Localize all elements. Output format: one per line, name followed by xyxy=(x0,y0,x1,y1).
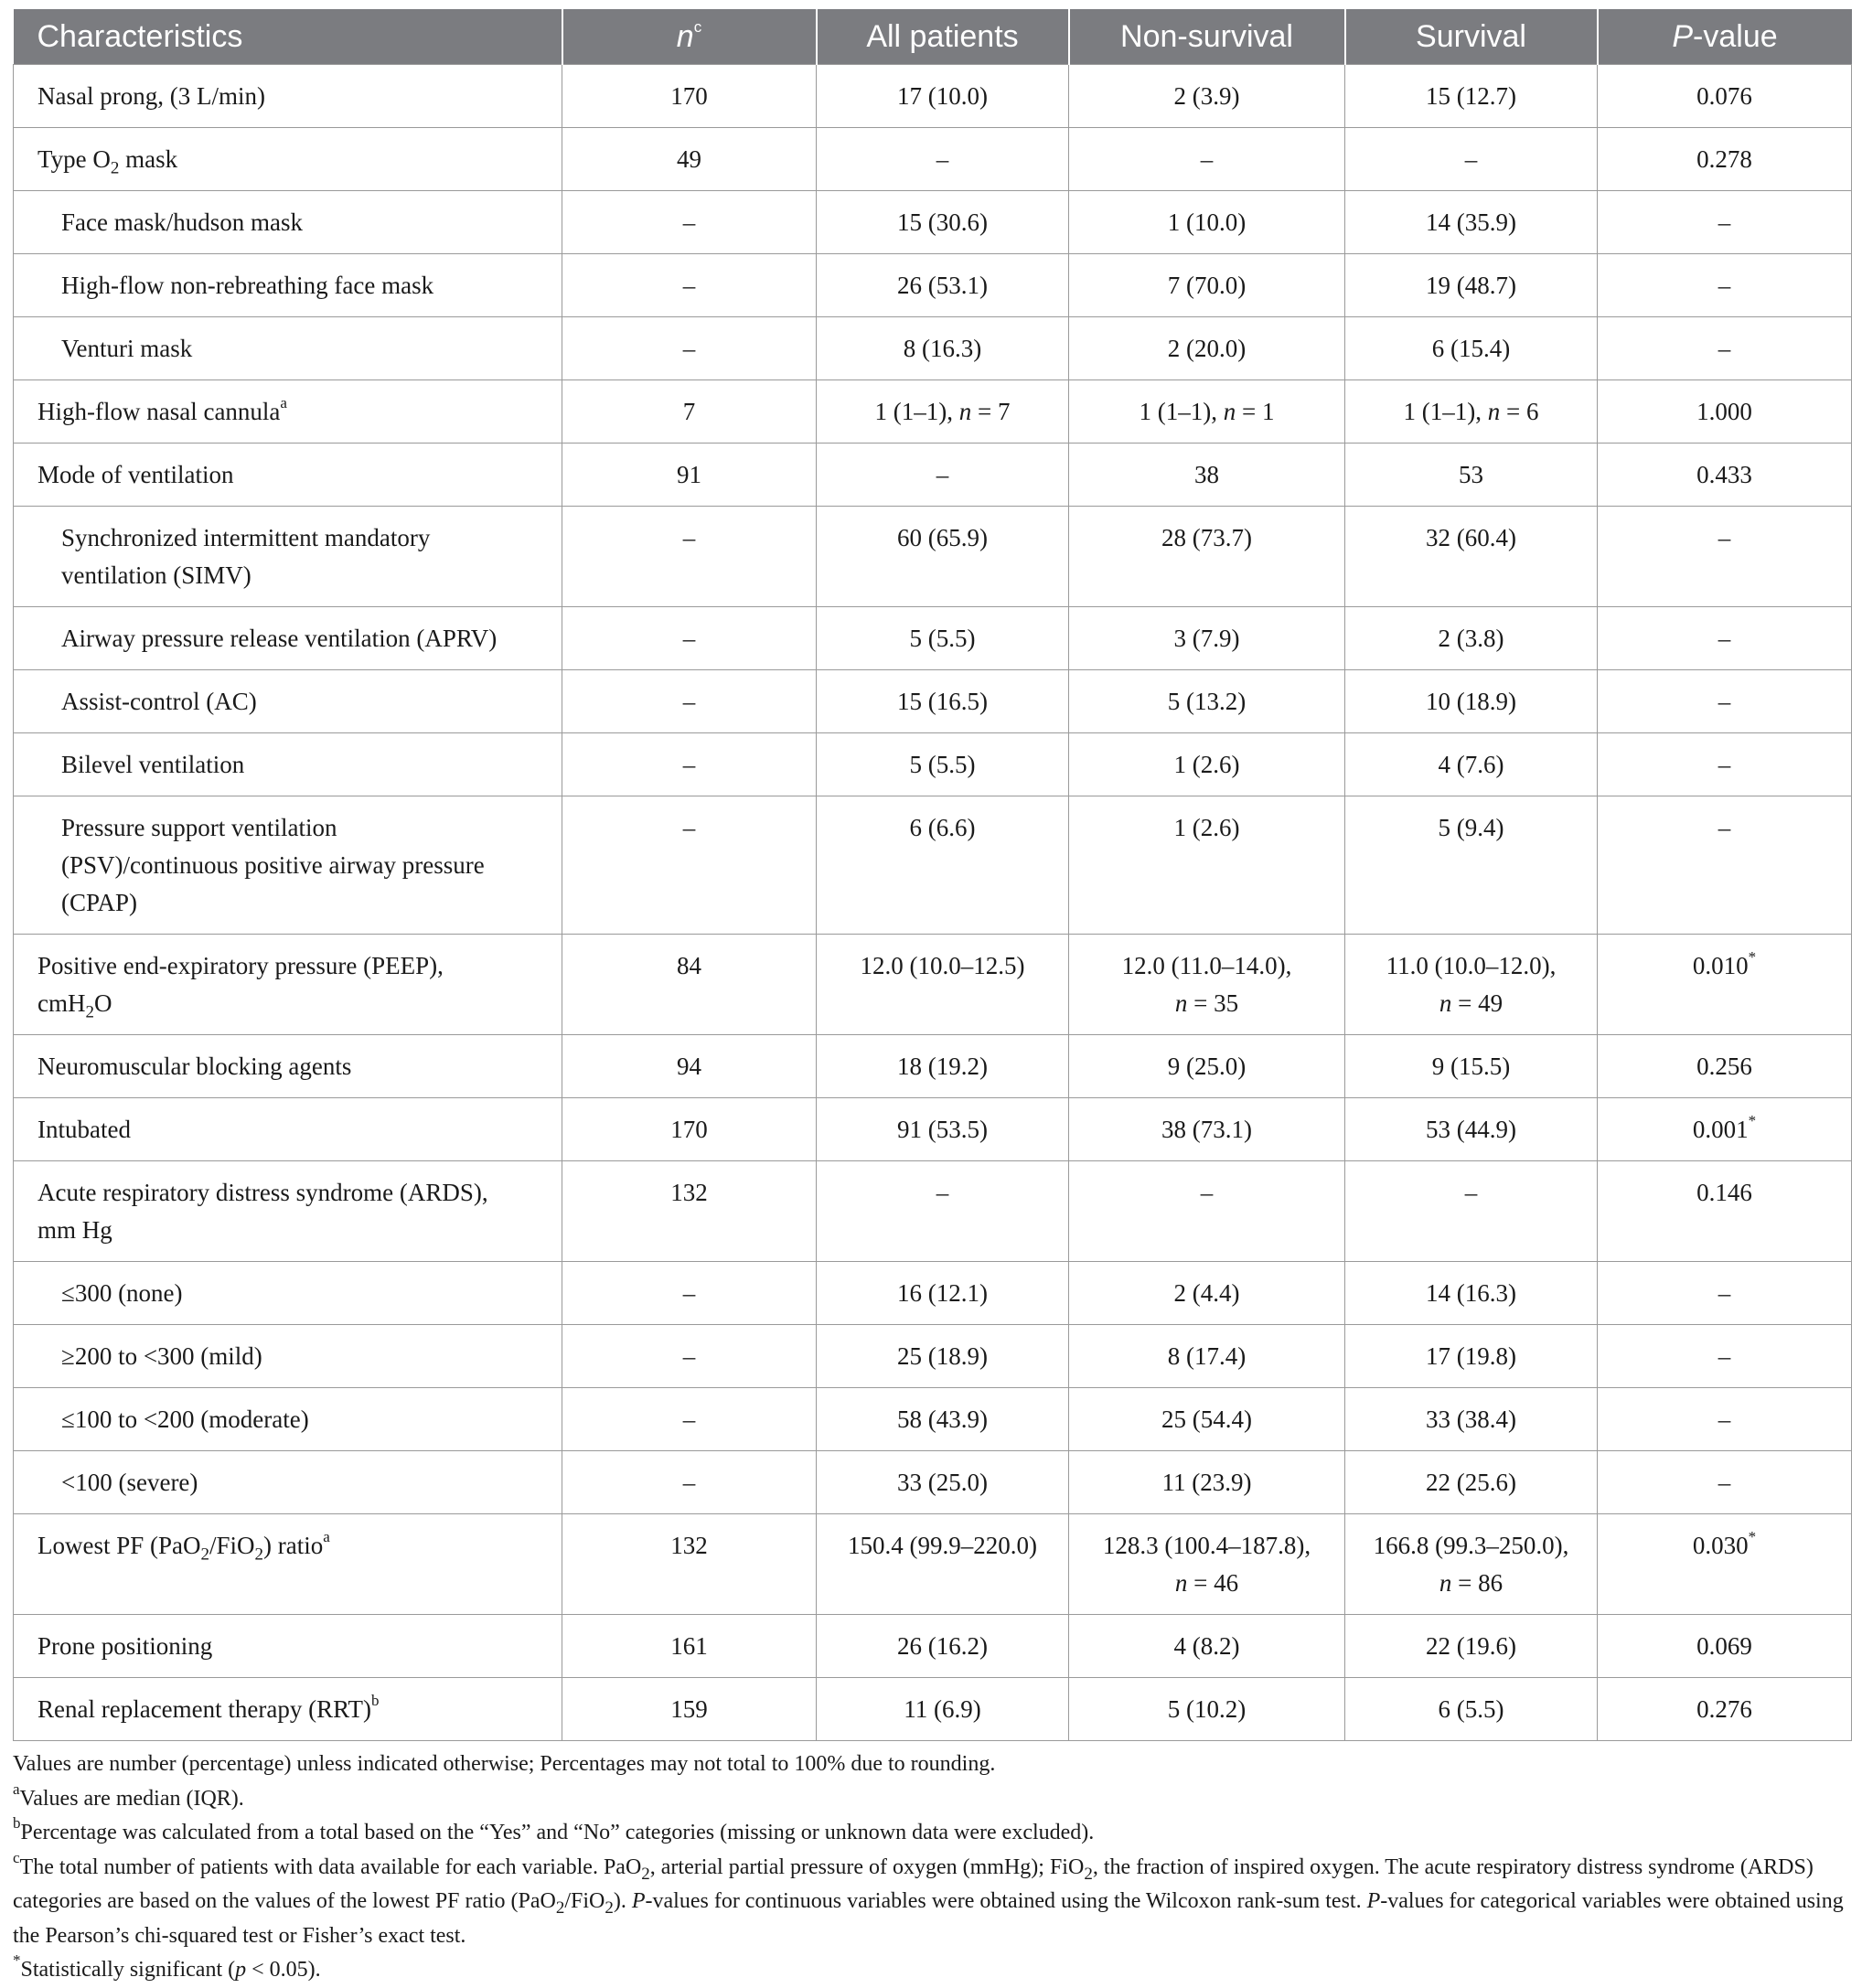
cell-n: 7 xyxy=(562,380,817,444)
cell-survival: 22 (19.6) xyxy=(1345,1615,1598,1678)
cell-n: 170 xyxy=(562,65,817,128)
header-n: $n^c$ xyxy=(562,9,817,65)
cell-all: – xyxy=(817,1161,1069,1262)
cell-n: – xyxy=(562,191,817,254)
cell-p-value: 0.276 xyxy=(1598,1678,1852,1741)
cell-all: 58 (43.9) xyxy=(817,1388,1069,1451)
cell-n: – xyxy=(562,507,817,607)
table-row xyxy=(14,670,1852,733)
cell-n: – xyxy=(562,1451,817,1514)
row-label: ≤100 to <200 (moderate) xyxy=(14,1388,562,1451)
cell-survival: 17 (19.8) xyxy=(1345,1325,1598,1388)
cell-all: 5 (5.5) xyxy=(817,607,1069,670)
cell-n: – xyxy=(562,317,817,380)
cell-p-value: – xyxy=(1598,317,1852,380)
row-label: <100 (severe) xyxy=(14,1451,562,1514)
cell-non-survival: 128.3 (100.4–187.8), n = 46 xyxy=(1069,1514,1345,1615)
cell-p-value: 0.256 xyxy=(1598,1035,1852,1098)
cell-non-survival: 3 (7.9) xyxy=(1069,607,1345,670)
cell-survival: 11.0 (10.0–12.0), n = 49 xyxy=(1345,935,1598,1035)
cell-all: 17 (10.0) xyxy=(817,65,1069,128)
cell-non-survival: 5 (10.2) xyxy=(1069,1678,1345,1741)
row-label: Neuromuscular blocking agents xyxy=(14,1035,562,1098)
cell-non-survival: 4 (8.2) xyxy=(1069,1615,1345,1678)
row-label: Face mask/hudson mask xyxy=(14,191,562,254)
cell-survival: 6 (5.5) xyxy=(1345,1678,1598,1741)
cell-n: – xyxy=(562,1388,817,1451)
row-label: Venturi mask xyxy=(14,317,562,380)
row-label: Prone positioning xyxy=(14,1615,562,1678)
cell-p-value: – xyxy=(1598,1262,1852,1325)
cell-survival: 53 (44.9) xyxy=(1345,1098,1598,1161)
cell-n: 132 xyxy=(562,1161,817,1262)
row-label: Airway pressure release ventilation (APRV) xyxy=(14,607,562,670)
footnote-c: $^c$The total number of patients with data available for each variable. PaO$_2$, arterial partial pressure of oxygen (mmHg); FiO$_2$, the fraction of inspired oxygen. The acute respiratory distress syndrome (ARDS) categories are based on the values of the lowest PF ratio (PaO$_2$/FiO$_2$). P-values for continuous variables were obtained using the Wilcoxon rank-sum test. P-values for categorical variables were obtained using the Pearson’s chi-squared test or Fisher’s exact test. xyxy=(13,1848,1844,1948)
cell-non-survival: 2 (4.4) xyxy=(1069,1262,1345,1325)
row-label: Nasal prong, (3 L/min) xyxy=(14,65,562,128)
row-label: Lowest PF (PaO$_2$/FiO$_2$) ratio$^a$ xyxy=(14,1514,562,1615)
cell-non-survival: 9 (25.0) xyxy=(1069,1035,1345,1098)
footnote-significance: *Statistically significant (p < 0.05). xyxy=(13,1951,321,1982)
table-row xyxy=(14,1161,1852,1262)
cell-non-survival: 1 (10.0) xyxy=(1069,191,1345,254)
cell-non-survival: 5 (13.2) xyxy=(1069,670,1345,733)
cell-all: 33 (25.0) xyxy=(817,1451,1069,1514)
cell-n: 49 xyxy=(562,128,817,191)
cell-n: 84 xyxy=(562,935,817,1035)
cell-n: 94 xyxy=(562,1035,817,1098)
cell-n: – xyxy=(562,796,817,935)
cell-non-survival: 8 (17.4) xyxy=(1069,1325,1345,1388)
cell-all: 5 (5.5) xyxy=(817,733,1069,796)
cell-p-value: – xyxy=(1598,1325,1852,1388)
cell-p-value: 0.069 xyxy=(1598,1615,1852,1678)
cell-p-value: 0.278 xyxy=(1598,128,1852,191)
cell-survival: 166.8 (99.3–250.0), n = 86 xyxy=(1345,1514,1598,1615)
cell-p-value: – xyxy=(1598,254,1852,317)
footnote-b: $^b$Percentage was calculated from a total based on the “Yes” and “No” categories (missing or unknown data were excluded). xyxy=(13,1814,1095,1844)
cell-all: 6 (6.6) xyxy=(817,796,1069,935)
cell-p-value: 0.146 xyxy=(1598,1161,1852,1262)
cell-p-value: – xyxy=(1598,733,1852,796)
cell-n: – xyxy=(562,670,817,733)
cell-n: – xyxy=(562,1262,817,1325)
cell-all: 12.0 (10.0–12.5) xyxy=(817,935,1069,1035)
cell-n: 170 xyxy=(562,1098,817,1161)
cell-non-survival: 2 (3.9) xyxy=(1069,65,1345,128)
cell-all: 60 (65.9) xyxy=(817,507,1069,607)
cell-survival: 19 (48.7) xyxy=(1345,254,1598,317)
row-label: Acute respiratory distress syndrome (ARDS), mm Hg xyxy=(14,1161,562,1262)
cell-p-value: 0.010* xyxy=(1598,935,1852,1035)
cell-p-value: – xyxy=(1598,1451,1852,1514)
table-body xyxy=(14,65,1852,1741)
cell-survival: 10 (18.9) xyxy=(1345,670,1598,733)
row-label: Renal replacement therapy (RRT)$^b$ xyxy=(14,1678,562,1741)
row-label: Synchronized intermittent mandatory ventilation (SIMV) xyxy=(14,507,562,607)
table-row xyxy=(14,935,1852,1035)
cell-n: 132 xyxy=(562,1514,817,1615)
table-row xyxy=(14,1451,1852,1514)
cell-all: 18 (19.2) xyxy=(817,1035,1069,1098)
cell-survival: 4 (7.6) xyxy=(1345,733,1598,796)
table-header xyxy=(14,9,1852,65)
cell-non-survival: – xyxy=(1069,128,1345,191)
row-label: ≤300 (none) xyxy=(14,1262,562,1325)
characteristics-table xyxy=(13,9,1852,1741)
table-row xyxy=(14,254,1852,317)
header-row xyxy=(14,9,1852,65)
cell-non-survival: 2 (20.0) xyxy=(1069,317,1345,380)
cell-p-value: – xyxy=(1598,507,1852,607)
table-footnotes xyxy=(13,1748,1851,1988)
row-label: ≥200 to <300 (mild) xyxy=(14,1325,562,1388)
cell-p-value: 1.000 xyxy=(1598,380,1852,444)
cell-p-value: – xyxy=(1598,191,1852,254)
table-row xyxy=(14,380,1852,444)
cell-non-survival: 38 (73.1) xyxy=(1069,1098,1345,1161)
cell-p-value: – xyxy=(1598,607,1852,670)
cell-all: – xyxy=(817,444,1069,507)
cell-p-value: – xyxy=(1598,670,1852,733)
cell-p-value: – xyxy=(1598,796,1852,935)
cell-survival: 14 (16.3) xyxy=(1345,1262,1598,1325)
cell-survival: 15 (12.7) xyxy=(1345,65,1598,128)
header-survival: Survival xyxy=(1345,9,1598,65)
cell-non-survival: – xyxy=(1069,1161,1345,1262)
cell-non-survival: 11 (23.9) xyxy=(1069,1451,1345,1514)
table-row xyxy=(14,1035,1852,1098)
cell-survival: 1 (1–1), n = 6 xyxy=(1345,380,1598,444)
cell-non-survival: 1 (2.6) xyxy=(1069,796,1345,935)
cell-all: 25 (18.9) xyxy=(817,1325,1069,1388)
cell-all: 11 (6.9) xyxy=(817,1678,1069,1741)
table-row xyxy=(14,1262,1852,1325)
row-label: Pressure support ventilation (PSV)/continuous positive airway pressure (CPAP) xyxy=(14,796,562,935)
cell-survival: – xyxy=(1345,128,1598,191)
footnote-a: $^a$Values are median (IQR). xyxy=(13,1780,244,1811)
table-row xyxy=(14,1615,1852,1678)
table-row xyxy=(14,507,1852,607)
row-label: Assist-control (AC) xyxy=(14,670,562,733)
cell-n: – xyxy=(562,254,817,317)
table-row xyxy=(14,1325,1852,1388)
cell-survival: 32 (60.4) xyxy=(1345,507,1598,607)
row-label: Bilevel ventilation xyxy=(14,733,562,796)
cell-survival: – xyxy=(1345,1161,1598,1262)
cell-all: 15 (30.6) xyxy=(817,191,1069,254)
header-p-value: P-value xyxy=(1598,9,1852,65)
table-row xyxy=(14,1388,1852,1451)
table-row xyxy=(14,607,1852,670)
cell-p-value: – xyxy=(1598,1388,1852,1451)
cell-all: 91 (53.5) xyxy=(817,1098,1069,1161)
cell-non-survival: 1 (2.6) xyxy=(1069,733,1345,796)
header-non-survival: Non-survival xyxy=(1069,9,1345,65)
cell-survival: 53 xyxy=(1345,444,1598,507)
row-label: Positive end-expiratory pressure (PEEP), cmH$_2$O xyxy=(14,935,562,1035)
table-row xyxy=(14,796,1852,935)
cell-n: 159 xyxy=(562,1678,817,1741)
cell-p-value: 0.433 xyxy=(1598,444,1852,507)
cell-p-value: 0.076 xyxy=(1598,65,1852,128)
cell-p-value: 0.001* xyxy=(1598,1098,1852,1161)
footnote-general: Values are number (percentage) unless indicated otherwise; Percentages may not total to 100% due to rounding. xyxy=(13,1752,996,1776)
cell-all: 1 (1–1), n = 7 xyxy=(817,380,1069,444)
cell-n: – xyxy=(562,733,817,796)
cell-all: 16 (12.1) xyxy=(817,1262,1069,1325)
cell-survival: 5 (9.4) xyxy=(1345,796,1598,935)
cell-n: 91 xyxy=(562,444,817,507)
cell-survival: 9 (15.5) xyxy=(1345,1035,1598,1098)
row-label: Mode of ventilation xyxy=(14,444,562,507)
header-all-patients: All patients xyxy=(817,9,1069,65)
cell-all: 26 (53.1) xyxy=(817,254,1069,317)
cell-survival: 2 (3.8) xyxy=(1345,607,1598,670)
cell-all: 26 (16.2) xyxy=(817,1615,1069,1678)
cell-non-survival: 28 (73.7) xyxy=(1069,507,1345,607)
table-row xyxy=(14,1514,1852,1615)
table-row xyxy=(14,444,1852,507)
cell-p-value: 0.030* xyxy=(1598,1514,1852,1615)
cell-non-survival: 12.0 (11.0–14.0), n = 35 xyxy=(1069,935,1345,1035)
row-label: Type $O_2$ mask xyxy=(14,128,562,191)
table-row xyxy=(14,128,1852,191)
cell-n: – xyxy=(562,607,817,670)
table-row xyxy=(14,1678,1852,1741)
document xyxy=(13,9,1851,1988)
cell-non-survival: 25 (54.4) xyxy=(1069,1388,1345,1451)
cell-survival: 6 (15.4) xyxy=(1345,317,1598,380)
row-label: Intubated xyxy=(14,1098,562,1161)
cell-survival: 22 (25.6) xyxy=(1345,1451,1598,1514)
row-label: High-flow nasal cannula$^a$ xyxy=(14,380,562,444)
cell-survival: 14 (35.9) xyxy=(1345,191,1598,254)
table-row xyxy=(14,191,1852,254)
table-row xyxy=(14,1098,1852,1161)
table-row xyxy=(14,317,1852,380)
cell-all: 150.4 (99.9–220.0) xyxy=(817,1514,1069,1615)
table-row xyxy=(14,65,1852,128)
cell-non-survival: 1 (1–1), n = 1 xyxy=(1069,380,1345,444)
cell-all: – xyxy=(817,128,1069,191)
table-row xyxy=(14,733,1852,796)
cell-non-survival: 7 (70.0) xyxy=(1069,254,1345,317)
row-label: High-flow non-rebreathing face mask xyxy=(14,254,562,317)
cell-all: 8 (16.3) xyxy=(817,317,1069,380)
cell-n: – xyxy=(562,1325,817,1388)
cell-n: 161 xyxy=(562,1615,817,1678)
cell-survival: 33 (38.4) xyxy=(1345,1388,1598,1451)
cell-non-survival: 38 xyxy=(1069,444,1345,507)
cell-all: 15 (16.5) xyxy=(817,670,1069,733)
header-characteristics: Characteristics xyxy=(14,9,562,65)
